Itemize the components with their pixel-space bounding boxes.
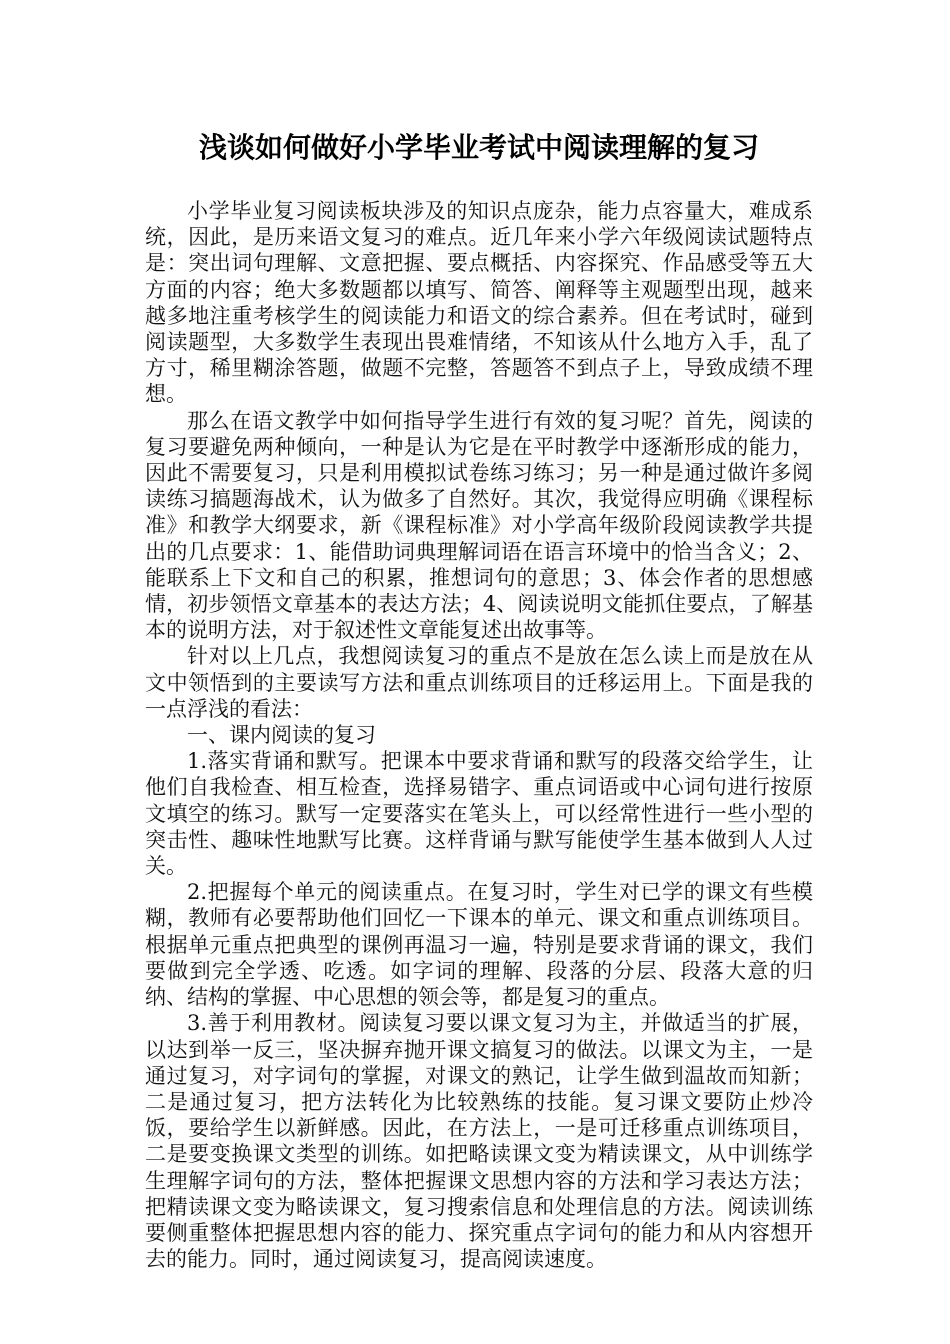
document-title: 浅谈如何做好小学毕业考试中阅读理解的复习 xyxy=(198,131,759,164)
paragraph-point-3: 3.善于利用教材。阅读复习要以课文复习为主，并做适当的扩展，以达到举一反三，坚决摒弃抛开课文搞复习的做法。以课文为主，一是通过复习，对字词句的掌握，对课文的熟记，让学生做到温故而知新；二是通过复习，把方法转化为比较熟练的技能。复习课文要防止炒冷饭，要给学生以新鲜感。因此，在方法上，一是可迁移重点训练项目，二是要变换课文类型的训练。如把略读课文变为精读课文，从中训练学生理解字词句的方法，整体把握课文思想内容的方法和学习表达方法；把精读课文变为略读课文，复习搜索信息和处理信息的方法。阅读训练要侧重整体把握思想内容的能力、探究重点字词句的能力和从内容想开去的能力。同时，通过阅读复习，提高阅读速度。 xyxy=(145,1011,813,1272)
document-page xyxy=(145,128,813,1272)
paragraph-point-1: 1.落实背诵和默写。把课本中要求背诵和默写的段落交给学生，让他们自我检查、相互检查，选择易错字、重点词语或中心词句进行按原文填空的练习。默写一定要落实在笔头上，可以经常性进行一些小型的突击性、趣味性地默写比赛。这样背诵与默写能使学生基本做到人人过关。 xyxy=(145,749,813,879)
section-heading: 一、课内阅读的复习 xyxy=(187,723,376,748)
paragraph-intro: 小学毕业复习阅读板块涉及的知识点庞杂，能力点容量大，难成系统，因此，是历来语文复习的难点。近几年来小学六年级阅读试题特点是：突出词句理解、文意把握、要点概括、内容探究、作品感受等五大方面的内容；绝大多数题都以填写、简答、阐释等主观题型出现，越来越多地注重考核学生的阅读能力和语文的综合素养。但在考试时，碰到阅读题型，大多数学生表现出畏难情绪，不知该从什么地方入手，乱了方寸，稀里糊涂答题，做题不完整，答题答不到点子上，导致成绩不理想。 xyxy=(145,199,813,407)
paragraph-point-2: 2.把握每个单元的阅读重点。在复习时，学生对已学的课文有些模糊，教师有必要帮助他们回忆一下课本的单元、课文和重点训练项目。根据单元重点把典型的课例再温习一遍，特别是要求背诵的课文，我们要做到完全学透、吃透。如字词的理解、段落的分层、段落大意的归纳、结构的掌握、中心思想的领会等，都是复习的重点。 xyxy=(145,880,813,1010)
document-body xyxy=(145,198,813,1272)
paragraph-method: 那么在语文教学中如何指导学生进行有效的复习呢？首先，阅读的复习要避免两种倾向，一种是认为它是在平时教学中逐渐形成的能力，因此不需要复习，只是利用模拟试卷练习练习；另一种是通过做许多阅读练习搞题海战术，认为做多了自然好。其次，我觉得应明确《课程标准》和教学大纲要求，新《课程标准》对小学高年级阶段阅读教学共提出的几点要求：1、能借助词典理解词语在语言环境中的恰当含义；2、能联系上下文和自己的积累，推想词句的意思；3、体会作者的思想感情，初步领悟文章基本的表达方法；4、阅读说明文能抓住要点，了解基本的说明方法，对于叙述性文章能复述出故事等。 xyxy=(145,408,813,643)
paragraph-focus: 针对以上几点，我想阅读复习的重点不是放在怎么读上而是放在从文中领悟到的主要读写方法和重点训练项目的迁移运用上。下面是我的一点浮浅的看法： xyxy=(145,644,813,721)
